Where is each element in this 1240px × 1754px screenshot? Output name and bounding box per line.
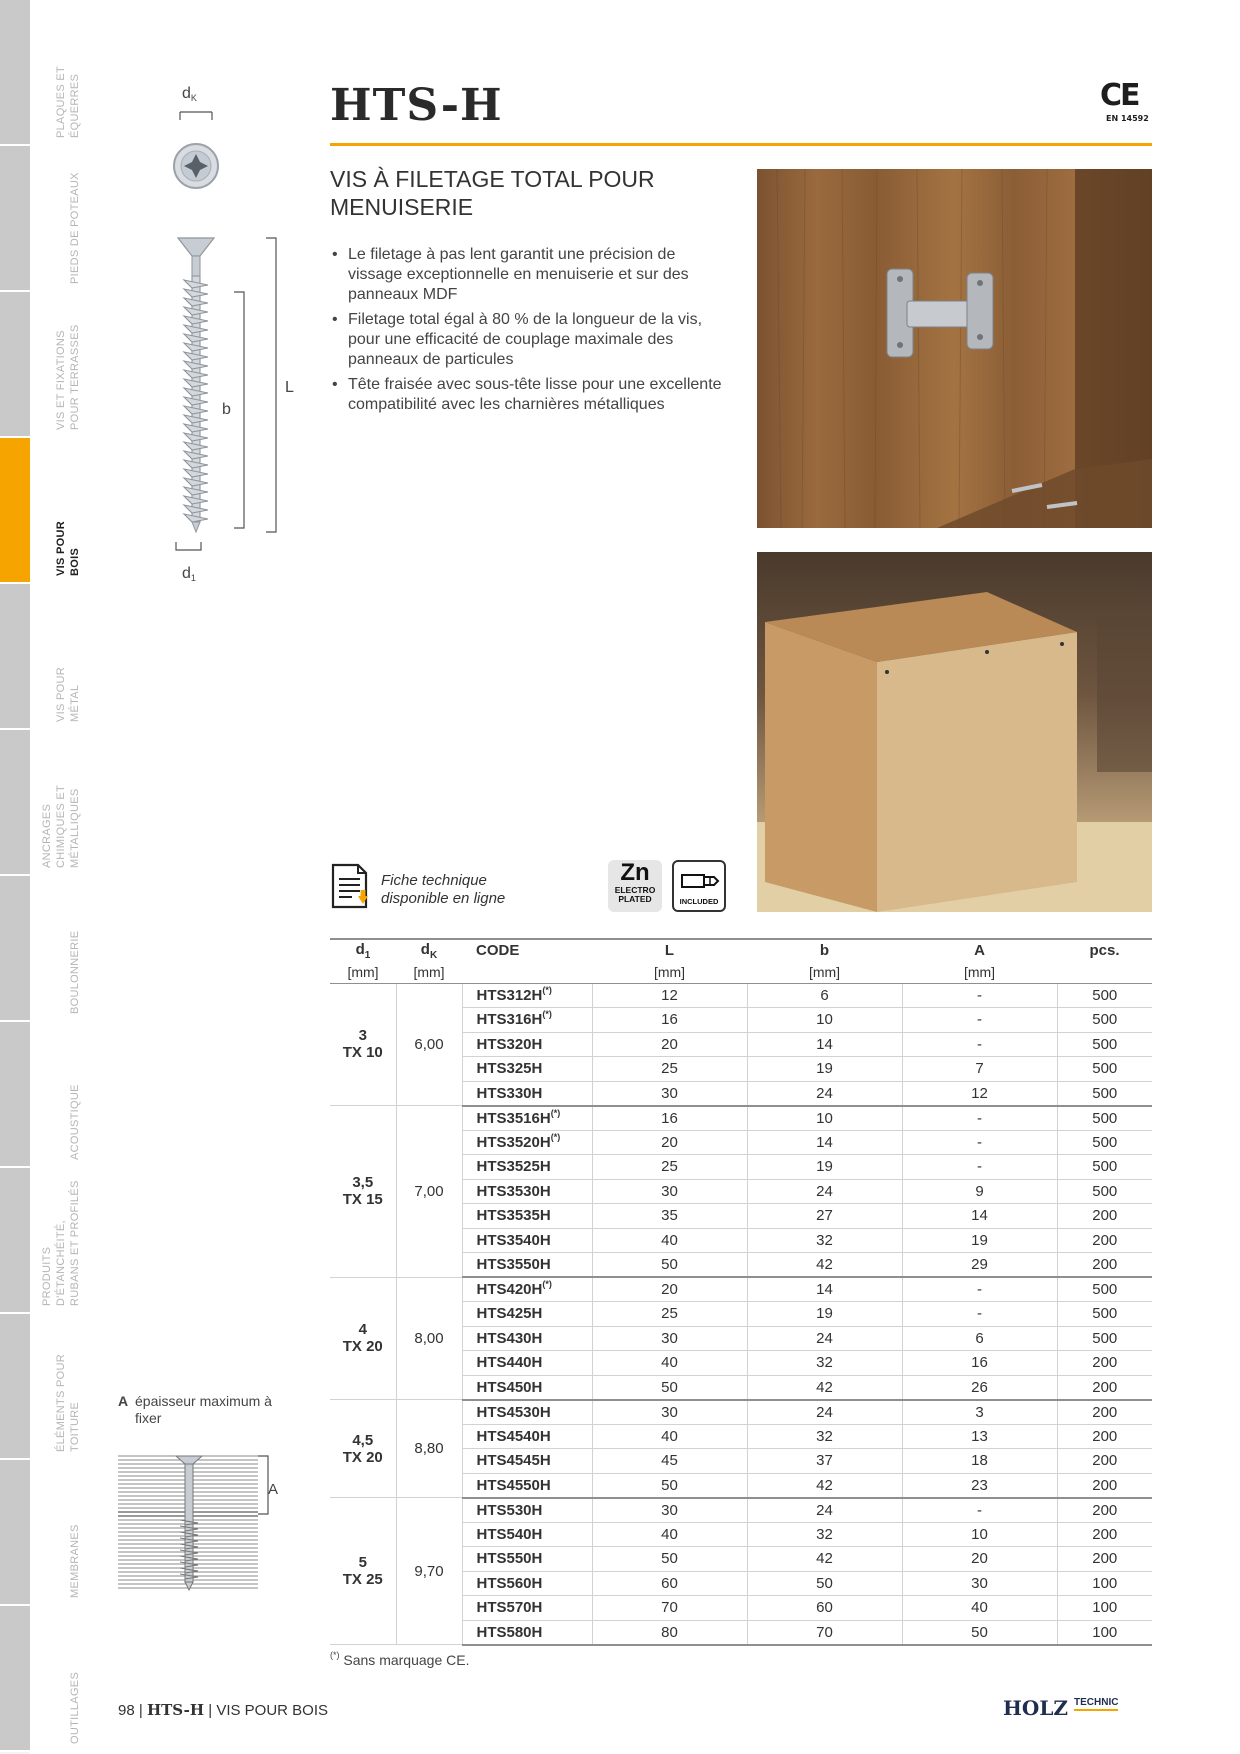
cell-a: - <box>902 1130 1057 1155</box>
thickness-legend <box>118 1393 298 1427</box>
cell-l: 70 <box>592 1596 747 1621</box>
side-tab-label <box>34 884 164 1014</box>
cell-l: 16 <box>592 1008 747 1033</box>
cell-b: 60 <box>747 1596 902 1621</box>
diameter-value: 4,5 <box>352 1431 374 1449</box>
no-ce-marker: (*) <box>542 1279 552 1289</box>
cell-a: 29 <box>902 1253 1057 1278</box>
cell-pcs: 200 <box>1057 1498 1152 1523</box>
col-code-header: CODE <box>462 939 592 961</box>
page-number: 98 <box>118 1702 135 1719</box>
cell-a: 10 <box>902 1522 1057 1547</box>
code-cell <box>462 1400 592 1425</box>
legend-key: A <box>118 1393 129 1409</box>
code-cell <box>462 1351 592 1376</box>
col-A-header: A <box>902 939 1057 961</box>
cell-b: 42 <box>747 1375 902 1400</box>
diameter-value: 4 <box>358 1321 367 1339</box>
product-code: HTS312H <box>476 986 543 1004</box>
side-tab-label <box>34 1030 164 1160</box>
code-cell <box>462 1155 592 1180</box>
side-tab-text: VIS ET FIXATIONS POUR TERRASSES <box>55 324 81 430</box>
cell-b: 14 <box>747 1032 902 1057</box>
diameter-cell <box>330 983 396 1106</box>
cell-pcs: 200 <box>1057 1228 1152 1253</box>
side-tab[interactable] <box>0 1460 30 1606</box>
cell-pcs: 100 <box>1057 1571 1152 1596</box>
cell-l: 25 <box>592 1057 747 1082</box>
cell-b: 42 <box>747 1547 902 1572</box>
cell-b: 14 <box>747 1130 902 1155</box>
feature-list <box>330 245 730 420</box>
cell-l: 20 <box>592 1277 747 1302</box>
cell-pcs: 200 <box>1057 1547 1152 1572</box>
product-table <box>330 938 1152 1646</box>
fixing-thickness-drawing <box>118 1450 288 1595</box>
page-title: HTS-H <box>330 80 503 131</box>
datasheet-line-1: Fiche technique <box>381 872 487 889</box>
cell-b: 27 <box>747 1204 902 1229</box>
side-tab-text: ACOUSTIQUE <box>69 1084 81 1160</box>
cell-pcs: 200 <box>1057 1522 1152 1547</box>
product-code: HTS420H <box>476 1281 543 1298</box>
cell-b: 10 <box>747 1106 902 1131</box>
cell-b: 19 <box>747 1057 902 1082</box>
dk-label: dK <box>182 85 197 103</box>
cell-l: 30 <box>592 1081 747 1106</box>
cell-pcs: 200 <box>1057 1375 1152 1400</box>
side-tab-label <box>34 738 164 868</box>
cell-l: 30 <box>592 1179 747 1204</box>
cell-a: 7 <box>902 1057 1057 1082</box>
zn-symbol: Zn <box>620 859 650 886</box>
code-cell <box>462 1179 592 1204</box>
cell-b: 32 <box>747 1351 902 1376</box>
cell-a: 30 <box>902 1571 1057 1596</box>
feature-item: • Filetage total égal à 80 % de la longueur de la vis, pour une efficacité de couplage maximale des panneaux de particules <box>330 310 730 370</box>
cell-a: 16 <box>902 1351 1057 1376</box>
cell-pcs: 500 <box>1057 1106 1152 1131</box>
cell-pcs: 100 <box>1057 1620 1152 1645</box>
code-cell <box>462 1228 592 1253</box>
cell-pcs: 200 <box>1057 1253 1152 1278</box>
cell-a: - <box>902 1008 1057 1033</box>
cell-pcs: 500 <box>1057 1081 1152 1106</box>
cell-pcs: 500 <box>1057 1008 1152 1033</box>
product-code: HTS325H <box>476 1060 543 1078</box>
cell-l: 20 <box>592 1130 747 1155</box>
product-code: HTS550H <box>476 1550 543 1568</box>
cell-b: 32 <box>747 1424 902 1449</box>
diameter-value: 3 <box>358 1027 367 1045</box>
product-code: HTS530H <box>476 1501 543 1519</box>
col-b-unit: [mm] <box>747 961 902 983</box>
footnote-text: Sans marquage CE. <box>343 1652 470 1668</box>
product-code: HTS3516H <box>476 1109 551 1127</box>
side-tab[interactable] <box>0 584 30 730</box>
head-diameter-cell: 8,00 <box>396 1277 462 1400</box>
cell-l: 50 <box>592 1547 747 1572</box>
cell-pcs: 500 <box>1057 1032 1152 1057</box>
cell-b: 24 <box>747 1179 902 1204</box>
cell-a: 23 <box>902 1473 1057 1498</box>
code-cell <box>462 1547 592 1572</box>
col-d1-unit: [mm] <box>330 961 396 983</box>
datasheet-line-2: disponible en ligne <box>381 890 506 907</box>
product-code: HTS4550H <box>476 1476 551 1494</box>
col-pcs-header: pcs. <box>1057 939 1152 961</box>
code-cell <box>462 1277 592 1302</box>
d1-label: d1 <box>182 565 196 583</box>
product-code: HTS580H <box>476 1623 543 1641</box>
cell-l: 80 <box>592 1620 747 1645</box>
no-ce-marker: (*) <box>550 1107 561 1118</box>
a-dimension-label: A <box>268 1481 279 1498</box>
side-tab-text: VIS POUR BOIS <box>55 521 81 576</box>
cell-pcs: 500 <box>1057 1155 1152 1180</box>
code-cell <box>462 1498 592 1523</box>
side-tab-text: ANCRAGES CHIMIQUES ET MÉTALLIQUES <box>41 784 81 868</box>
side-tab-label <box>34 1176 164 1306</box>
code-cell <box>462 1081 592 1106</box>
screwdriver-bit-icon <box>674 866 724 896</box>
side-tab[interactable] <box>0 146 30 292</box>
code-cell <box>462 1253 592 1278</box>
cell-l: 40 <box>592 1522 747 1547</box>
cell-a: 18 <box>902 1449 1057 1474</box>
footer-section: VIS POUR BOIS <box>216 1702 329 1719</box>
product-code: HTS4545H <box>476 1452 551 1470</box>
code-cell <box>462 983 592 1008</box>
cell-l: 40 <box>592 1228 747 1253</box>
cell-l: 50 <box>592 1375 747 1400</box>
L-label: L <box>285 379 294 396</box>
torx-size: TX 20 <box>342 1338 383 1356</box>
datasheet-note <box>381 872 505 908</box>
cell-pcs: 500 <box>1057 1130 1152 1155</box>
side-tab-text: OUTILLAGES <box>69 1671 81 1744</box>
product-code: HTS4530H <box>476 1403 551 1421</box>
diameter-cell <box>330 1106 396 1278</box>
side-tab[interactable] <box>0 1022 30 1168</box>
diameter-value: 3,5 <box>352 1174 374 1192</box>
cell-l: 25 <box>592 1302 747 1327</box>
product-code: HTS425H <box>476 1305 543 1323</box>
product-code: HTS560H <box>476 1574 543 1592</box>
code-cell <box>462 1596 592 1621</box>
product-subtitle: VIS À FILETAGE TOTAL POUR MENUISERIE <box>330 166 655 220</box>
cell-l: 25 <box>592 1155 747 1180</box>
cell-a: - <box>902 983 1057 1008</box>
table-row <box>330 1106 1152 1131</box>
head-diameter-cell: 8,80 <box>396 1400 462 1498</box>
product-code: HTS3530H <box>476 1182 551 1200</box>
col-code-unit <box>462 961 592 983</box>
zn-line-2: PLATED <box>618 894 652 904</box>
no-ce-marker: (*) <box>542 984 552 995</box>
cell-l: 40 <box>592 1424 747 1449</box>
code-cell <box>462 1106 592 1131</box>
code-cell <box>462 1375 592 1400</box>
product-code: HTS4540H <box>476 1427 551 1445</box>
side-tab-label <box>34 1322 164 1452</box>
side-tab-label <box>34 592 164 722</box>
product-code: HTS3535H <box>476 1207 551 1225</box>
code-cell <box>462 1302 592 1327</box>
code-cell <box>462 1424 592 1449</box>
legend-text: épaisseur maximum à fixer <box>135 1393 272 1426</box>
diameter-cell <box>330 1277 396 1400</box>
cell-b: 24 <box>747 1400 902 1425</box>
ce-mark-icon: CE <box>1100 78 1139 113</box>
code-cell <box>462 1204 592 1229</box>
cell-pcs: 500 <box>1057 1326 1152 1351</box>
product-code: HTS440H <box>476 1354 543 1372</box>
code-cell <box>462 1522 592 1547</box>
cell-l: 20 <box>592 1032 747 1057</box>
cell-l: 45 <box>592 1449 747 1474</box>
cell-pcs: 200 <box>1057 1449 1152 1474</box>
cell-b: 70 <box>747 1620 902 1645</box>
cell-pcs: 500 <box>1057 1179 1152 1204</box>
diameter-cell <box>330 1400 396 1498</box>
product-code: HTS450H <box>476 1378 543 1396</box>
col-dk-header: $d_K$ <box>396 939 462 961</box>
cell-a: 40 <box>902 1596 1057 1621</box>
side-tab-text: PIEDS DE POTEAUX <box>69 172 81 284</box>
cell-a: - <box>902 1155 1057 1180</box>
product-code: HTS540H <box>476 1525 543 1543</box>
table-row <box>330 1498 1152 1523</box>
cell-b: 6 <box>747 983 902 1008</box>
head-diameter-cell: 6,00 <box>396 983 462 1106</box>
cell-l: 16 <box>592 1106 747 1131</box>
code-cell <box>462 1473 592 1498</box>
side-tab[interactable] <box>0 876 30 1022</box>
diameter-cell <box>330 1498 396 1645</box>
cell-l: 30 <box>592 1400 747 1425</box>
side-tab-text: PRODUITS D'ÉTANCHÉITÉ, RUBANS ET PROFILÉS <box>41 1180 81 1306</box>
side-tab[interactable] <box>0 0 30 146</box>
cell-b: 19 <box>747 1302 902 1327</box>
torx-size: TX 10 <box>342 1044 383 1062</box>
side-tab-text: MEMBRANES <box>69 1524 81 1598</box>
page-footer: 98 | HTS-H | VIS POUR BOIS <box>118 1701 329 1719</box>
side-tab[interactable] <box>0 1168 30 1314</box>
cell-pcs: 100 <box>1057 1596 1152 1621</box>
hinge-cabinet-photo <box>757 169 1152 528</box>
b-label: b <box>222 401 231 418</box>
cell-b: 24 <box>747 1081 902 1106</box>
torx-size: TX 25 <box>342 1571 383 1588</box>
cell-a: 20 <box>902 1547 1057 1572</box>
product-code: HTS320H <box>476 1035 543 1053</box>
cell-b: 14 <box>747 1277 902 1302</box>
cell-a: - <box>902 1498 1057 1523</box>
side-tab[interactable] <box>0 1314 30 1460</box>
category-sidebar <box>0 0 30 1754</box>
datasheet-icon <box>330 862 370 910</box>
col-L-unit: [mm] <box>592 961 747 983</box>
mdf-panel-photo <box>757 552 1152 912</box>
cell-l: 35 <box>592 1204 747 1229</box>
product-code: HTS3525H <box>476 1158 551 1176</box>
product-code: HTS3550H <box>476 1256 551 1273</box>
torx-size: TX 15 <box>342 1191 383 1209</box>
included-label: INCLUDED <box>679 897 719 906</box>
cell-l: 30 <box>592 1326 747 1351</box>
cell-a: 12 <box>902 1081 1057 1106</box>
cell-b: 32 <box>747 1228 902 1253</box>
cell-a: - <box>902 1106 1057 1131</box>
cell-b: 24 <box>747 1326 902 1351</box>
col-b-header: b <box>747 939 902 961</box>
cell-b: 19 <box>747 1155 902 1180</box>
cell-pcs: 200 <box>1057 1473 1152 1498</box>
zinc-electroplated-badge <box>608 860 662 912</box>
cell-b: 42 <box>747 1253 902 1278</box>
cell-a: 3 <box>902 1400 1057 1425</box>
cell-a: - <box>902 1277 1057 1302</box>
product-code: HTS316H <box>476 1011 543 1029</box>
cell-a: 26 <box>902 1375 1057 1400</box>
col-pcs-unit <box>1057 961 1152 983</box>
feature-item: • Tête fraisée avec sous-tête lisse pour une excellente compatibilité avec les charnières métalliques <box>330 375 730 415</box>
cell-a: 50 <box>902 1620 1057 1645</box>
cell-pcs: 500 <box>1057 1302 1152 1327</box>
side-tab-text: PLAQUES ET ÉQUERRES <box>55 65 81 138</box>
head-diameter-cell: 7,00 <box>396 1106 462 1278</box>
product-code: HTS570H <box>476 1599 543 1617</box>
code-cell <box>462 1057 592 1082</box>
footer-product: HTS-H <box>146 1701 205 1719</box>
screw-drawing <box>140 80 320 600</box>
cell-b: 50 <box>747 1571 902 1596</box>
code-cell <box>462 1326 592 1351</box>
cell-b: 32 <box>747 1522 902 1547</box>
bit-included-badge <box>672 860 726 912</box>
torx-size: TX 20 <box>342 1448 383 1466</box>
cell-pcs: 200 <box>1057 1424 1152 1449</box>
col-dk-unit: [mm] <box>396 961 462 983</box>
cell-a: 9 <box>902 1179 1057 1204</box>
cell-a: 6 <box>902 1326 1057 1351</box>
side-tab[interactable] <box>0 730 30 876</box>
no-ce-marker: (*) <box>550 1131 561 1142</box>
col-d1-header: $d_1$ <box>330 939 396 961</box>
cell-pcs: 200 <box>1057 1351 1152 1376</box>
cell-l: 50 <box>592 1473 747 1498</box>
cell-b: 10 <box>747 1008 902 1033</box>
brand-logo: HOLZ <box>1003 1696 1068 1720</box>
cell-pcs: 500 <box>1057 1277 1152 1302</box>
product-code: HTS3540H <box>476 1231 551 1249</box>
cell-a: 13 <box>902 1424 1057 1449</box>
code-cell <box>462 1449 592 1474</box>
head-diameter-cell: 9,70 <box>396 1498 462 1645</box>
cell-l: 30 <box>592 1498 747 1523</box>
cell-pcs: 200 <box>1057 1204 1152 1229</box>
cell-a: - <box>902 1032 1057 1057</box>
cell-l: 50 <box>592 1253 747 1278</box>
table-row <box>330 1400 1152 1425</box>
code-cell <box>462 1571 592 1596</box>
cell-a: - <box>902 1302 1057 1327</box>
code-cell <box>462 1008 592 1033</box>
no-ce-marker: (*) <box>542 1009 552 1020</box>
cell-pcs: 500 <box>1057 983 1152 1008</box>
product-table-wrapper <box>330 938 1152 1646</box>
side-tab-text: ÉLÉMENTS POUR TOITURE <box>55 1353 81 1452</box>
side-tab-label <box>34 1614 164 1744</box>
title-rule <box>330 143 1152 146</box>
code-cell <box>462 1032 592 1057</box>
side-tab[interactable] <box>0 438 30 584</box>
side-tab[interactable] <box>0 292 30 438</box>
col-L-header: L <box>592 939 747 961</box>
side-tab-text: VIS POUR MÉTAL <box>55 667 81 722</box>
feature-item: • Le filetage à pas lent garantit une précision de vissage exceptionnelle en menuiserie et sur des panneaux MDF <box>330 245 730 305</box>
cell-pcs: 500 <box>1057 1057 1152 1082</box>
side-tab[interactable] <box>0 1606 30 1752</box>
product-code: HTS330H <box>476 1084 543 1102</box>
code-cell <box>462 1130 592 1155</box>
cell-b: 37 <box>747 1449 902 1474</box>
footnote-marker: (*) <box>330 1650 340 1660</box>
cell-b: 42 <box>747 1473 902 1498</box>
diameter-value: 5 <box>358 1554 367 1571</box>
product-code: HTS430H <box>476 1329 543 1347</box>
ce-norm-label: EN 14592 <box>1106 114 1149 123</box>
product-table-body <box>330 983 1152 1645</box>
cell-l: 40 <box>592 1351 747 1376</box>
cell-a: 14 <box>902 1204 1057 1229</box>
code-cell <box>462 1620 592 1645</box>
brand-suffix: TECHNIC <box>1074 1697 1118 1711</box>
zn-line-1: ELECTRO <box>614 885 656 895</box>
cell-b: 24 <box>747 1498 902 1523</box>
cell-a: 19 <box>902 1228 1057 1253</box>
side-tab-text: BOULONNERIE <box>69 930 81 1014</box>
cell-l: 60 <box>592 1571 747 1596</box>
table-row <box>330 1277 1152 1302</box>
col-A-unit: [mm] <box>902 961 1057 983</box>
cell-pcs: 200 <box>1057 1400 1152 1425</box>
footnote <box>330 1652 469 1668</box>
product-code: HTS3520H <box>476 1133 551 1151</box>
cell-l: 12 <box>592 983 747 1008</box>
table-row <box>330 983 1152 1008</box>
